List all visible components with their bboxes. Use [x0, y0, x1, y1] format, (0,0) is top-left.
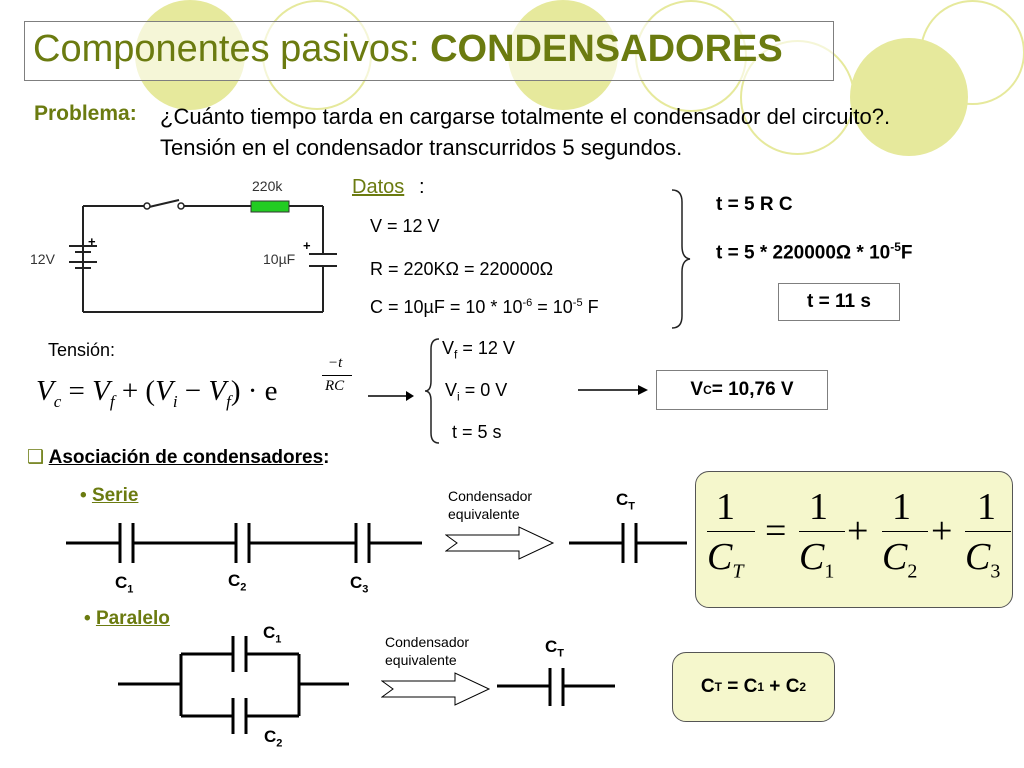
- hollow-arrow-icon: [445, 526, 555, 560]
- frac-numerator: 1: [977, 486, 996, 528]
- frac-denominator: $C_1$: [799, 536, 835, 583]
- final-voltage: $V_f = 12$ V: [442, 338, 515, 362]
- series-equivalent-label: Condensador equivalente: [448, 488, 533, 522]
- series-c1-label: $C_1$: [115, 573, 134, 596]
- battery-label: 12V: [30, 251, 55, 267]
- datos-colon: :: [419, 176, 425, 198]
- datos-voltage: V = 12 V: [370, 216, 440, 236]
- rc-circuit-diagram: [25, 172, 345, 324]
- exponent-fraction-bar: [322, 375, 352, 376]
- fraction-bar: [799, 531, 845, 532]
- equals-sign: =: [765, 510, 787, 552]
- problem-label: Problema:: [34, 102, 137, 125]
- parallel-formula-box: C T = C 1 + C 2: [672, 652, 835, 722]
- resistor-label: 220k: [252, 178, 283, 194]
- result-time-box: t = 11 s: [778, 283, 900, 321]
- series-ct-label: $C_T$: [616, 490, 636, 513]
- datos-label: Datos: [352, 176, 405, 198]
- frac-denominator: $C_2$: [882, 536, 918, 583]
- serie-heading: • Serie: [80, 485, 139, 506]
- tension-label: Tensión:: [48, 340, 116, 360]
- arrow-icon: [368, 389, 414, 403]
- problem-question: ¿Cuánto tiempo tarda en cargarse totalmente el condensador del circuito?.: [160, 104, 891, 129]
- arrow-icon: [578, 383, 648, 397]
- result-voltage-box: V C = 10,76 V: [656, 370, 828, 410]
- initial-voltage: $V_i = 0$ V: [445, 380, 508, 404]
- parallel-equivalent-label: Condensador equivalente: [385, 634, 470, 668]
- time-value: t = 5 s: [452, 422, 502, 442]
- parallel-capacitors-diagram: [115, 628, 355, 738]
- problem-subquestion: Tensión en el condensador transcurridos 5 segundos.: [160, 135, 683, 160]
- parallel-equivalent-capacitor: [495, 664, 620, 712]
- parallel-c2-label: $C_2$: [264, 727, 283, 750]
- association-heading: ❑ Asociación de condensadores:: [27, 447, 330, 468]
- plus-sign: +: [847, 510, 869, 552]
- voltage-formula: $V_c = V_f + (V_i - V_f) \cdot e$: [36, 375, 278, 411]
- result-formula: t = 5 R C: [716, 194, 793, 215]
- exponent-denominator: RC: [325, 378, 345, 394]
- series-c3-label: $C_3$: [350, 573, 369, 596]
- fraction-bar: [965, 531, 1011, 532]
- fraction-bar: [707, 531, 755, 532]
- parallel-ct-label: $C_T$: [545, 637, 565, 660]
- capacitor-plus: +: [303, 238, 311, 253]
- series-equivalent-capacitor: [565, 515, 690, 575]
- frac-denominator: $C_3$: [965, 536, 1001, 583]
- capacitor-label: 10µF: [263, 251, 296, 267]
- frac-numerator: 1: [892, 486, 911, 528]
- result-substitution: $t = 5 * 220000\Omega * 10^{-5}F$: [716, 240, 913, 264]
- fraction-bar: [882, 531, 928, 532]
- series-c2-label: $C_2$: [228, 571, 247, 594]
- frac-numerator: 1: [809, 486, 828, 528]
- frac-numerator: 1: [716, 486, 735, 528]
- left-brace: [423, 337, 441, 445]
- battery-plus: +: [88, 234, 96, 249]
- exponent-numerator: −t: [328, 355, 343, 371]
- page-title: Componentes pasivos: CONDENSADORES: [33, 28, 783, 70]
- paralelo-heading: • Paralelo: [84, 608, 170, 629]
- datos-resistance: R = 220KΩ = 220000Ω: [370, 259, 554, 279]
- series-capacitors-diagram: [60, 515, 430, 575]
- right-brace: [670, 188, 692, 330]
- frac-denominator: $C_T$: [707, 536, 744, 583]
- decorative-ring: [920, 0, 1024, 105]
- parallel-c1-label: $C_1$: [263, 623, 282, 646]
- datos-capacitance: $C = 10\mu F = 10 * 10^{-6} = 10^{-5}$ F: [370, 297, 599, 317]
- series-formula: [695, 471, 1013, 608]
- plus-sign: +: [931, 510, 953, 552]
- hollow-arrow-icon: [381, 672, 491, 706]
